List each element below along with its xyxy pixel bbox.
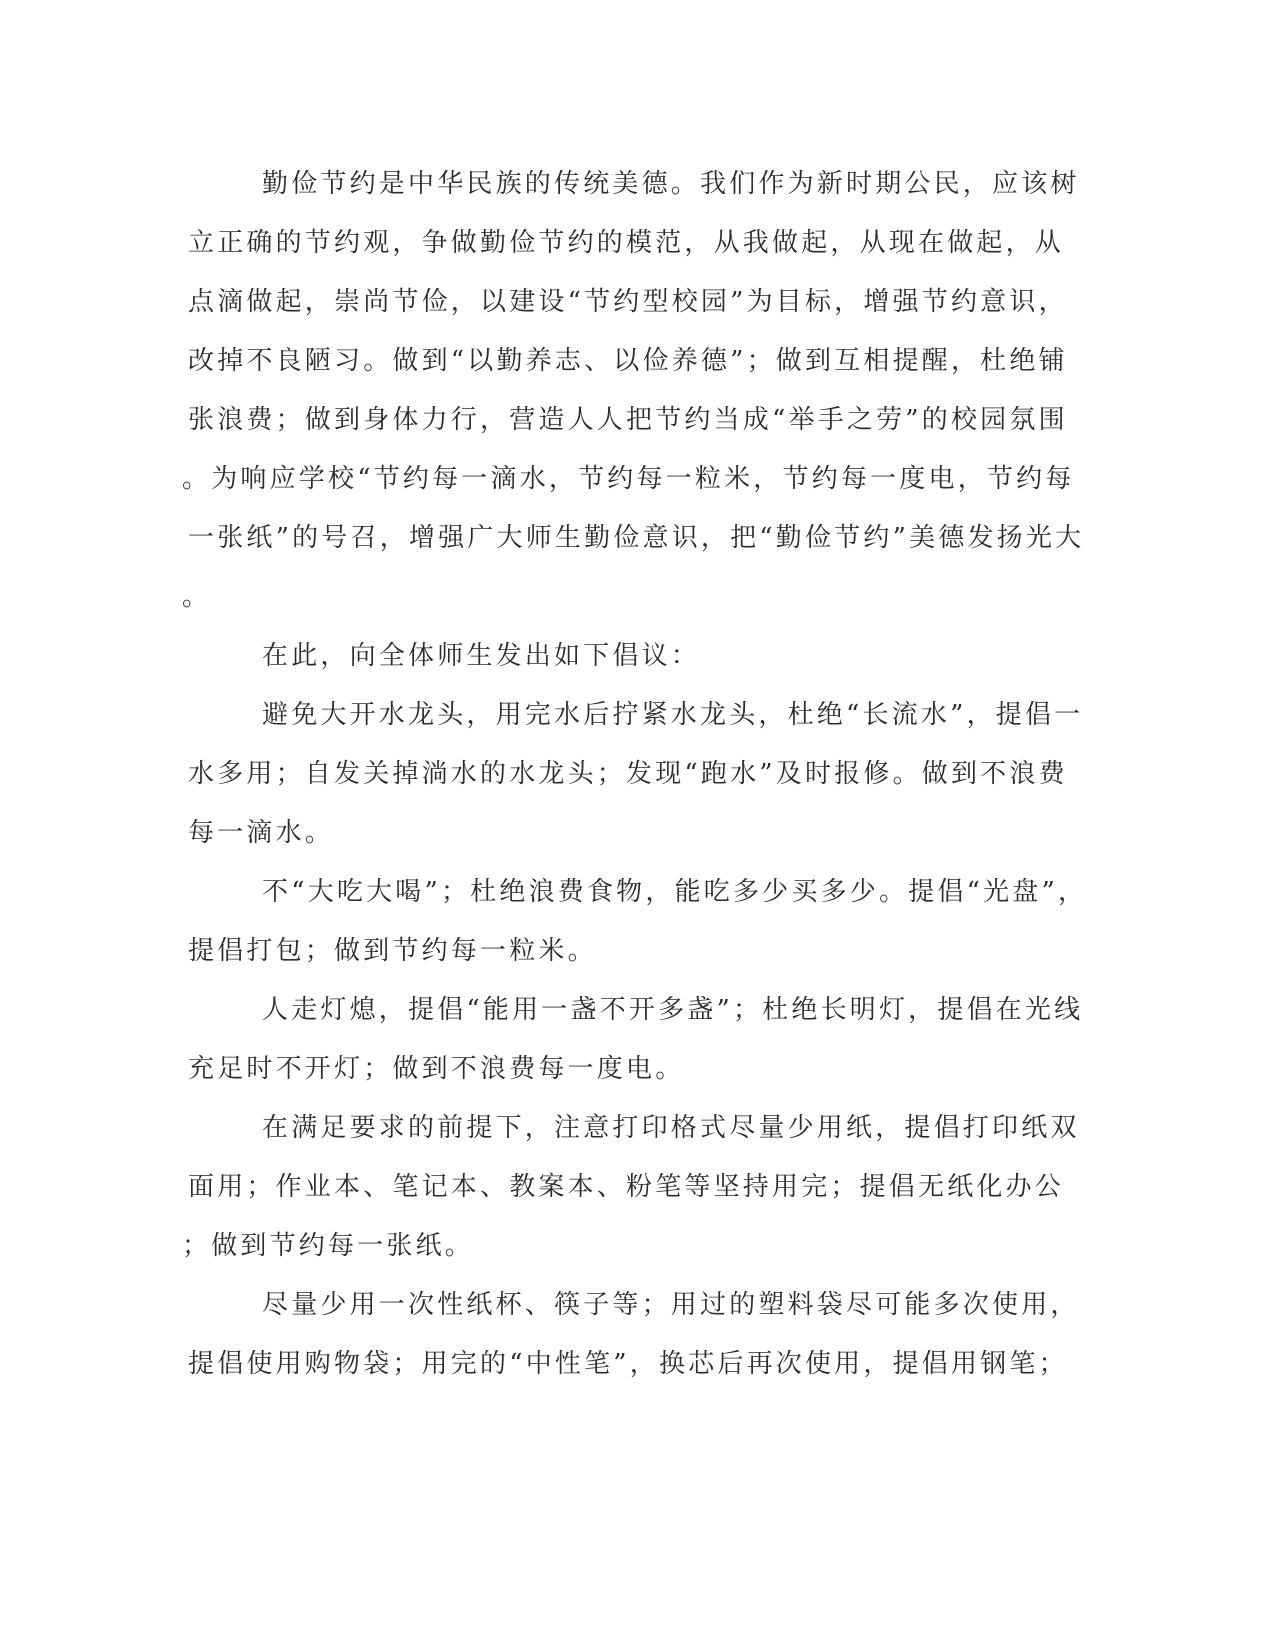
paragraph-3-line-1: 避免大开水龙头，用完水后拧紧水龙头，杜绝“长流水”，提倡一 xyxy=(262,700,1084,730)
paragraph-6-line-3: ；做到节约每一张纸。 xyxy=(182,1231,475,1261)
paragraph-7-line-1: 尽量少用一次性纸杯、筷子等；用过的塑料袋尽可能多次使用， xyxy=(262,1290,1080,1320)
paragraph-1-line-4: 改掉不良陋习。做到“以勤养志、以俭养德”；做到互相提醒，杜绝铺 xyxy=(188,346,1068,376)
paragraph-4-line-1: 不“大吃大喝”；杜绝浪费食物，能吃多少买多少。提倡“光盘”， xyxy=(262,877,1088,907)
paragraph-1-line-8: 。 xyxy=(182,582,212,612)
paragraph-1-line-5: 张浪费；做到身体力行，营造人人把节约当成“举手之劳”的校园氛围 xyxy=(188,405,1068,435)
paragraph-5-line-2: 充足时不开灯；做到不浪费每一度电。 xyxy=(188,1054,685,1084)
paragraph-1-line-6: 。为响应学校“节约每一滴水，节约每一粒米，节约每一度电，节约每 xyxy=(182,464,1075,494)
paragraph-6-line-1: 在满足要求的前提下，注意打印格式尽量少用纸，提倡打印纸双 xyxy=(262,1113,1080,1143)
paragraph-1-line-3: 点滴做起，崇尚节俭，以建设“节约型校园”为目标，增强节约意识， xyxy=(188,287,1068,317)
paragraph-1-line-7: 一张纸”的号召，增强广大师生勤俭意识，把“勤俭节约”美德发扬光大 xyxy=(188,523,1085,553)
paragraph-2-line-1: 在此，向全体师生发出如下倡议： xyxy=(262,641,701,671)
paragraph-7-line-2: 提倡使用购物袋；用完的“中性笔”，换芯后再次使用，提倡用钢笔； xyxy=(188,1349,1068,1379)
paragraph-3-line-2: 水多用；自发关掉淌水的水龙头；发现“跑水”及时报修。做到不浪费 xyxy=(188,759,1068,789)
paragraph-3-line-3: 每一滴水。 xyxy=(188,818,335,848)
paragraph-1-line-2: 立正确的节约观，争做勤俭节约的模范，从我做起，从现在做起，从 xyxy=(188,228,1065,258)
paragraph-4-line-2: 提倡打包；做到节约每一粒米。 xyxy=(188,936,597,966)
paragraph-5-line-1: 人走灯熄，提倡“能用一盏不开多盏”；杜绝长明灯，提倡在光线 xyxy=(262,995,1084,1025)
paragraph-1-line-1: 勤俭节约是中华民族的传统美德。我们作为新时期公民，应该树 xyxy=(262,169,1080,199)
paragraph-6-line-2: 面用；作业本、笔记本、教案本、粉笔等坚持用完；提倡无纸化办公 xyxy=(188,1172,1065,1202)
